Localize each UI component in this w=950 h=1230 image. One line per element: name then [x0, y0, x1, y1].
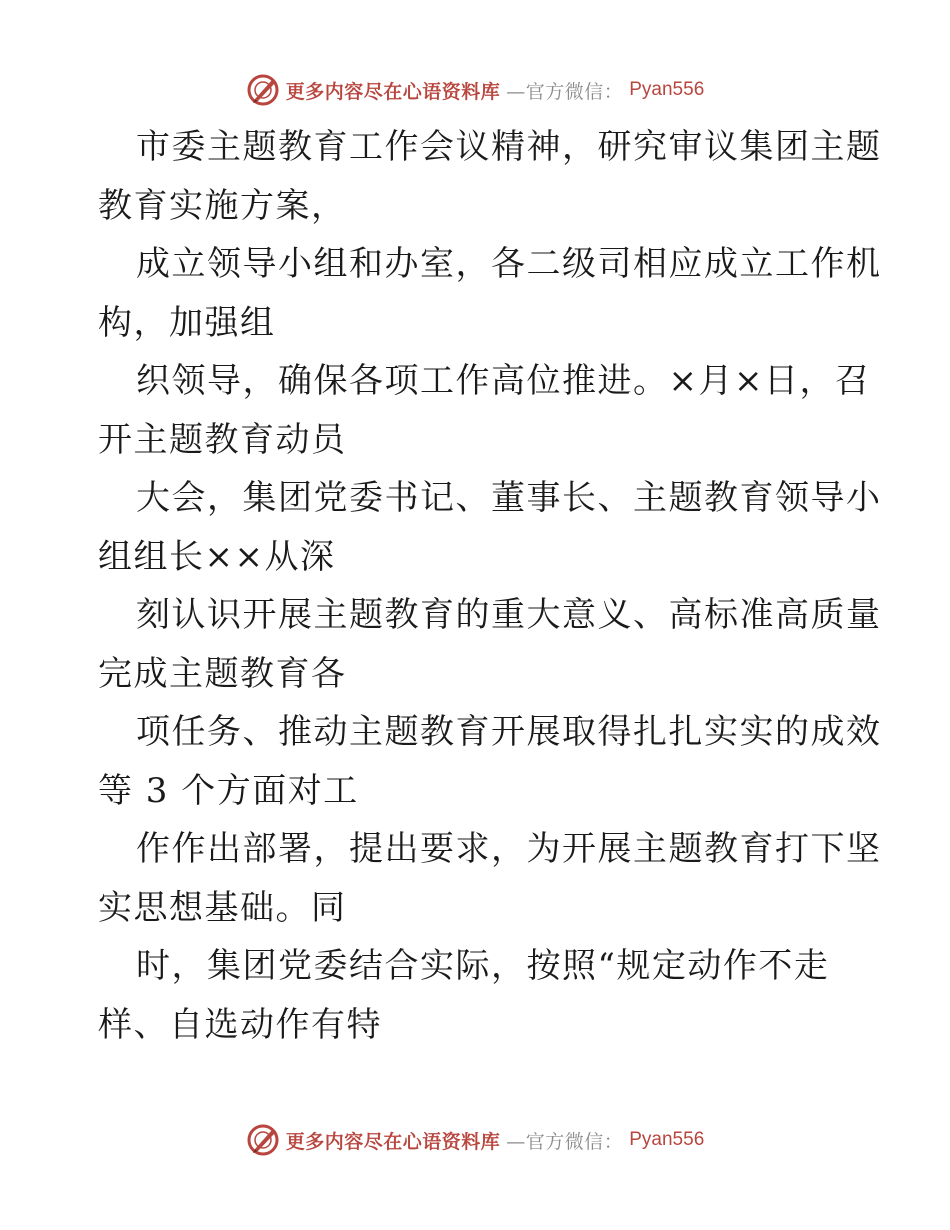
banner-wechat-id: Pyan556 [629, 1129, 705, 1150]
header-watermark-banner [0, 70, 950, 110]
body-line: 教育实施方案， [98, 185, 347, 226]
pen-circle-logo-icon [246, 1123, 280, 1157]
banner-sub-text: —官方微信： [506, 80, 624, 103]
body-line: 市委主题教育工作会议精神，研究审议集团主题 [136, 127, 882, 167]
body-line: 完成主题教育各 [98, 653, 347, 694]
banner-main-text: 更多内容尽在心语资料库 [285, 80, 501, 103]
body-line: 组组长××从深 [98, 536, 336, 577]
banner-wechat-id: Pyan556 [629, 79, 705, 100]
body-line: 构，加强组 [98, 302, 276, 343]
body-line: 样、自选动作有特 [98, 1004, 382, 1045]
pen-circle-logo-icon [246, 73, 280, 107]
document-body [98, 118, 882, 1054]
banner-main-text: 更多内容尽在心语资料库 [285, 1130, 501, 1153]
body-line: 时，集团党委结合实际，按照“规定动作不走 [136, 946, 830, 986]
footer-watermark-banner [0, 1120, 950, 1160]
body-line: 实思想基础。同 [98, 887, 347, 928]
body-line: 开主题教育动员 [98, 419, 347, 460]
body-line: 大会，集团党委书记、董事长、主题教育领导小 [136, 478, 882, 518]
body-line: 项任务、推动主题教育开展取得扎扎实实的成效 [136, 712, 882, 752]
banner-sub-text: —官方微信： [506, 1130, 624, 1153]
body-line: 刻认识开展主题教育的重大意义、高标准高质量 [136, 595, 882, 635]
body-line: 作作出部署，提出要求，为开展主题教育打下坚 [136, 829, 882, 869]
body-line: 等 3 个方面对工 [98, 770, 359, 811]
body-line: 成立领导小组和办室，各二级司相应成立工作机 [136, 244, 882, 284]
body-line: 织领导，确保各项工作高位推进。×月×日，召 [136, 361, 871, 401]
